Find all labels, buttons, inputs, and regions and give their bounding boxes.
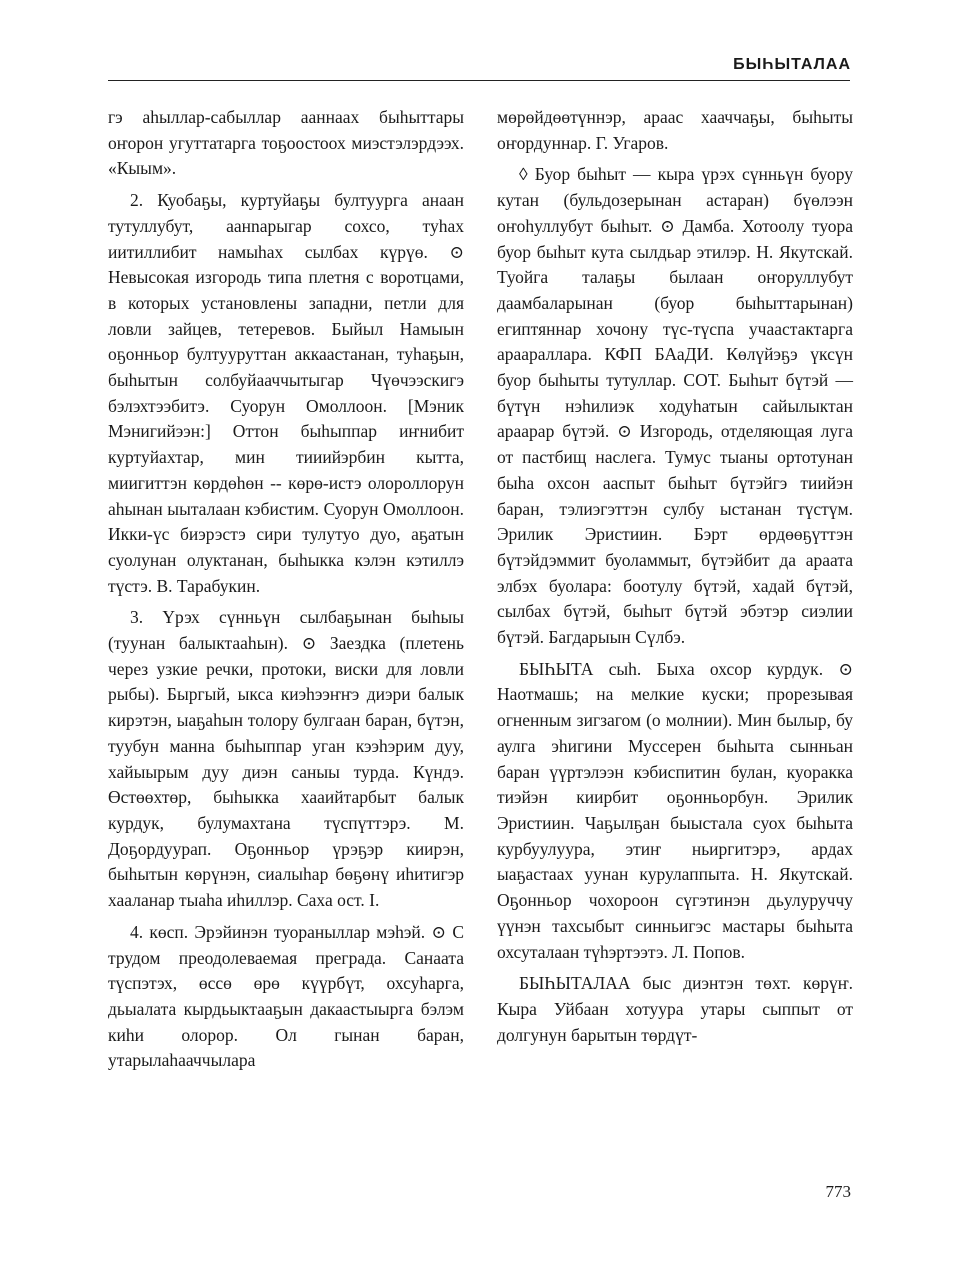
left-paragraph-3: 3. Үрэх сүнньүн сылбаҕынан быһыы (туунан балыктааһын). ⊙ Заездка (плетень через узкие речки, протоки, виски для ловли рыбы). Быргый, ыкса киэһээҥҥэ диэри балык кирэтэн, ыаҕаһын толору булгаан баран, бүтэн, туубун манна быһыппар уган кээһэрим дуу, хайыырым дуу диэн саныы турда. Күндэ. Өстөөхтөр, быһыкка хааийтарбыт балык курдук, булумахтана түспүттэрэ. М. Доҕордуурап. Оҕонньор үрэҕэр киирэн, быһытын көрүнэн, сиалыһар бөҕөнү иһитигэр хааланар тыаһа иһиллэр. Саха ост. I. bbox=[108, 607, 464, 911]
page-header-title: БЫҺЫТАЛАА bbox=[733, 56, 851, 73]
left-paragraph-4: 4. көсп. Эрэйинэн туораныллар мэһэй. ⊙ С трудом преодолеваемая преграда. Санаата түспэтэх, өссө өрө күүрбүт, охсуһарга, дьыалата кырдьыктааҕын дакаастыырга бэлэм киһи олорор. Ол гынан баран, утарылаһааччылара bbox=[108, 921, 464, 1071]
right-paragraph-1: мөрөйдөөтүннэр, араас хааччаҕы, быһыты оҥордуннар. Г. Угаров. bbox=[497, 107, 853, 153]
left-column bbox=[108, 105, 464, 1080]
left-paragraph-1: гэ аһыллар-сабыллар ааннаах быһыттары оҥорон угуттатарга тоҕоостоох миэстэлэрдээх. «Кыым». bbox=[108, 107, 464, 179]
page-number: 773 bbox=[825, 1182, 851, 1201]
right-paragraph-2: ◊ Буор быһыт — кыра үрэх сүнньүн буору кутан (бульдозерынан астаран) бүөлээн оҥоһуллубут быһыт. ⊙ Дамба. Хотоолу туора буор быһыт кута сылдьар этилэр. Н. Якутскай. Туойга талаҕы былаан оҥоруллубут даамбаларынан (буор быһыттарынан) египтяннар хочону түс-түспа учаастактарга араараллара. КФП БАаДИ. Көлүйэҕэ үксүн буор быһыты тутуллар. СОТ. Быһыт бүтэй — бүтүн нэһилиэк ходуһатын сайылыктан араарар бүтэй. ⊙ Изгородь, отделяющая луга от пастбищ наслега. Тумус тыаны ортотунан быһа охсон ааспыт быһыт бүтэйгэ тиийэн баран, тэлиэгэттэн сулбу ыстанан түстүм. Эрилик Эристиин. Бэрт өрдөөҕүттэн бүтэйдэммит буоламмыт, бүтэйбит да араата элбэх буолара: боотулу бүтэй, хадай бүтэй, сылбах бүтэй, быһыт бүтэй эбэтэр сиэлии бүтэй. Багдарыын Сүлбэ. bbox=[497, 164, 853, 648]
right-paragraph-4: БЫҺЫТАЛАА быс диэнтэн төхт. көрүҥ. Кыра Уйбаан хотуура утары сыппыт от долгунун барытын төрдүт- bbox=[497, 973, 853, 1045]
right-paragraph-3: БЫҺЫТА сыһ. Быха охсор курдук. ⊙ Наотмашь; на мелкие куски; прорезывая огненным зигзагом (о молнии). Мин былыр, бу аулга эһигини Муссерен быһыта сынньан баран үүртэлээн кэбиспитин булан, куоракка тиэйэн киирбит оҕонньорбун. Эрилик Эристиин. Чаҕылҕан быыстала суох быһыта курбуулуура, этиҥ ньиргитэрэ, ардах ыаҕастаах уунан курулаппыта. Н. Якутскай. Оҕонньор чохороон сүгэтинэн дьулуруччу үүнэн тахсыбыт синньигэс мастары быһыта охсуталаан түһэртээтэ. Л. Попов. bbox=[497, 658, 853, 962]
left-paragraph-2: 2. Куобаҕы, куртуйаҕы бултуурга анаан тутуллубут, аанnарыгар сохсо, туһах иитиллибит намыһах сылбах күрүө. ⊙ Невысокая изгородь типа плетня с воротцами, в которых установлены западни, петли для ловли зайцев, тетеревов. Быйыл Намыын оҕонньор бултууруттан аккаастанан, туһаҕын, быһытын солбуйааччытыгар Чүөчээскигэ бэлэхтээбитэ. Суорун Омоллоон. [Мэник Мэнигийээн:] Оттон быһыппар иҥнибит куртуйахтар, мин тииийэрбин кытта, миигиттэн көрдөһөн -- көрө-истэ олороллорун аһынан ыыталаан кэбистим. Суорун Омоллоон. Икки-үс биэрэстэ сири тулутуо дуо, аҕатын суолунан олуктанан, быһыкка кэлэн кэтиллэ түстэ. В. Тарабукин. bbox=[108, 190, 464, 596]
right-column bbox=[497, 105, 853, 1054]
header-rule bbox=[108, 80, 850, 81]
